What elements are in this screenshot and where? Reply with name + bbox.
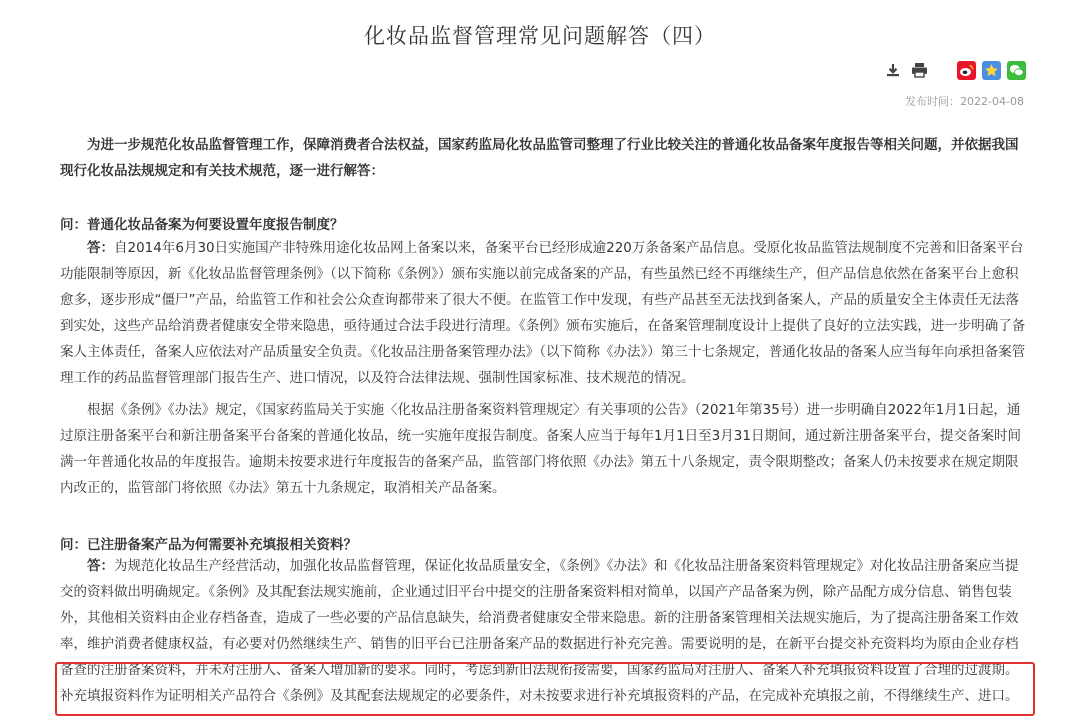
- publish-date-value: 2022-04-08: [960, 95, 1024, 108]
- answer-1-text: 自2014年6月30日实施国产非特殊用途化妆品网上备案以来，备案平台已经形成逾220万条备案产品信息。受原化妆品监管法规制度不完善和旧备案平台功能限制等原因，新《化妆品监督管理条例》（以下简称《条例》）颁布实施以前完成备案的产品，有些虽然已经不再继续生产，但产品信息依然在备案平台上愈积愈多，逐步形成“僵尸”产品，给监管工作和社会公众查询都带来了很大不便。在监管工作中发现，有些产品甚至无法找到备案人，产品的质量安全主体责任无法落到实处，这些产品给消费者健康安全带来隐患，亟待通过合法手段进行清理。《条例》颁布实施后，在备案管理制度设计上提供了良好的立法实践，进一步明确了备案人主体责任，备案人应依法对产品质量安全负责。《化妆品注册备案管理办法》（以下简称《办法》）第三十七条规定，普通化妆品的备案人应当每年向承担备案管理工作的药品监督管理部门报告生产、进口情况，以及符合法律法规、强制性国家标准、技术规范的情况。: [60, 240, 1026, 386]
- highlight-box: [55, 662, 1035, 716]
- question-2: 问：已注册备案产品为何需要补充填报相关资料？: [60, 537, 357, 553]
- question-1: 问：普通化妆品备案为何要设置年度报告制度？: [60, 217, 344, 233]
- answer-1-paragraph-1: [60, 235, 1028, 391]
- download-icon[interactable]: [883, 60, 903, 80]
- star-icon[interactable]: [982, 61, 1001, 80]
- answer-1-prefix: 答：: [87, 240, 114, 256]
- answer-1-paragraph-2: 根据《条例》《办法》规定，《国家药监局关于实施〈化妆品注册备案资料管理规定〉有关事项的公告》（2021年第35号）进一步明确自2022年1月1日起，通过原注册备案平台和新注册备案平台备案的普通化妆品，统一实施年度报告制度。备案人应当于每年1月1日至3月31日期间，通过新注册备案平台，提交备案时间满一年普通化妆品的年度报告。逾期未按要求进行年度报告的备案产品，监管部门将依照《办法》第五十八条规定，责令限期整改；备案人仍未按要求在规定期限内改正的，监管部门将依照《办法》第五十九条规定，取消相关产品备案。: [60, 402, 1021, 496]
- publish-date: [905, 93, 1024, 109]
- page-title: 化妆品监督管理常见问题解答（四）: [364, 24, 716, 48]
- publish-date-label: 发布时间：: [905, 95, 961, 108]
- article-toolbar: [883, 60, 1026, 80]
- intro-paragraph: 为进一步规范化妆品监督管理工作，保障消费者合法权益，国家药监局化妆品监管司整理了行业比较关注的普通化妆品备案年度报告等相关问题，并依据我国现行化妆品法规规定和有关技术规范，逐一进行解答：: [60, 137, 1019, 179]
- answer-2-text: 为规范化妆品生产经营活动，加强化妆品监督管理，保证化妆品质量安全，《条例》《办法》和《化妆品注册备案资料管理规定》对化妆品注册备案应当提交的资料做出明确规定。《条例》及其配套法规实施前，企业通过旧平台中提交的注册备案资料相对简单，以国产产品备案为例，除产品配方成分信息、销售包装外，其他相关资料由企业存档备查，造成了一些必要的产品信息缺失，给消费者健康安全带来隐患。新的注册备案管理相关法规实施后，为了提高注册备案工作效率，维护消费者健康权益，有必要对仍然继续生产、销售的旧平台已注册备案产品的数据进行补充完善。需要说明的是，在新平台提交补充资料均为原由企业存档备查的注册备案资料，并未对注册人、备案人增加新的要求。同时，考虑到新旧法规衔接需要，国家药监局对注册人、备案人补充填报资料设置了合理的过渡期。补充填报资料作为证明相关产品符合《条例》及其配套法规规定的必要条件，对未按要求进行补充填报资料的产品，在完成补充填报之前，不得继续生产、进口。: [60, 558, 1019, 704]
- wechat-icon[interactable]: [1007, 61, 1026, 80]
- answer-2-prefix: 答：: [87, 558, 114, 574]
- print-icon[interactable]: [909, 60, 929, 80]
- weibo-icon[interactable]: [957, 61, 976, 80]
